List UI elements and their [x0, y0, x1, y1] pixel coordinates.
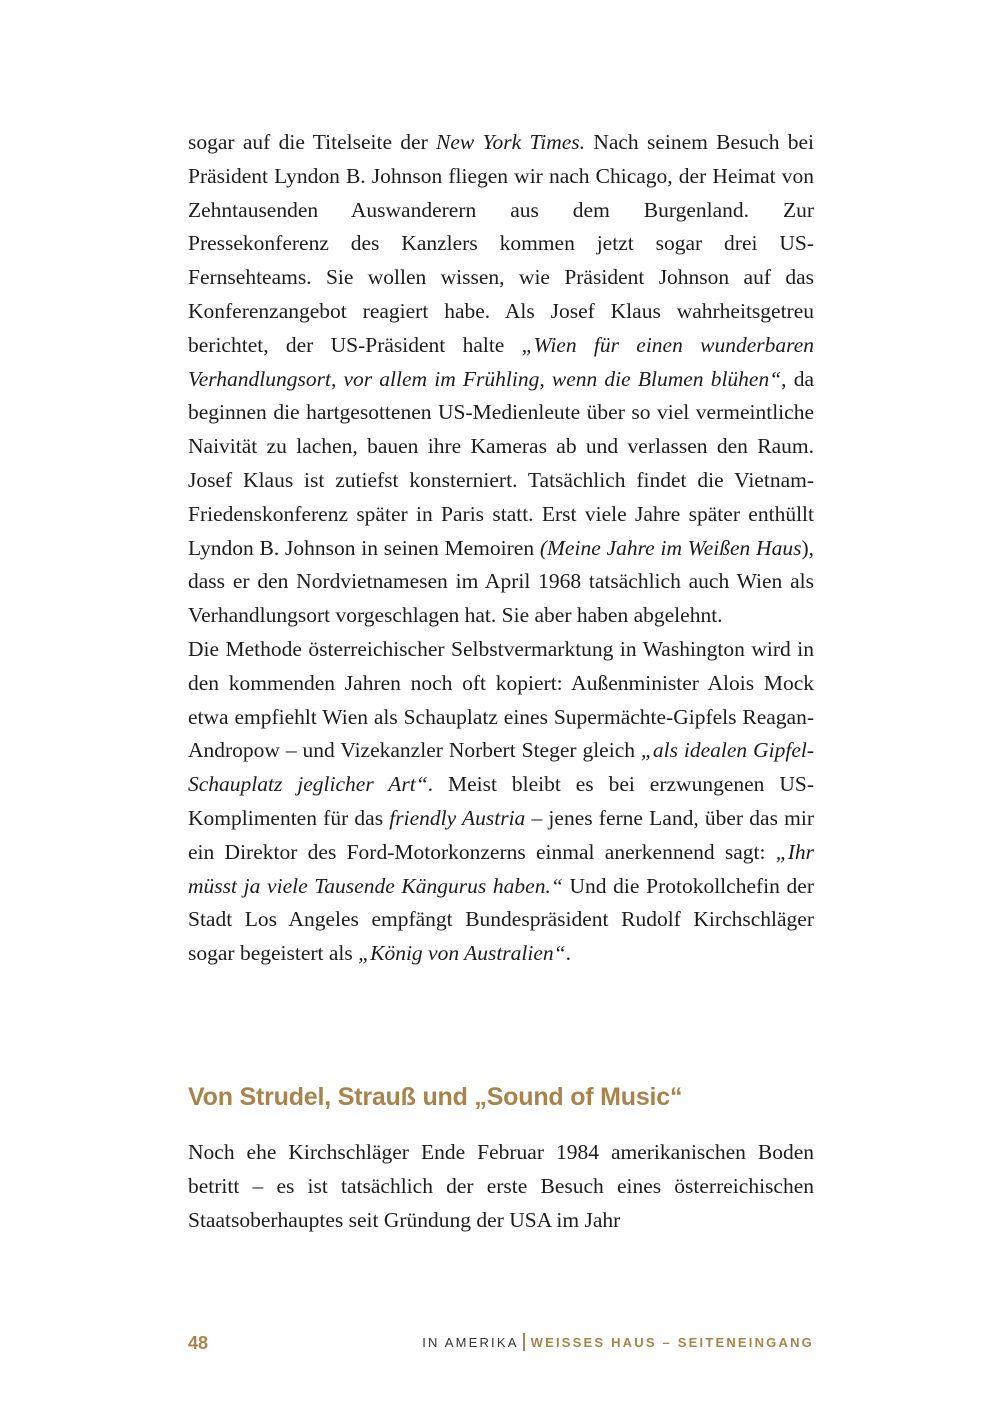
running-head-separator — [523, 1333, 525, 1351]
text-run: Und die Protokollchefin der Stadt Los Angeles empfängt Bundespräsident Rudolf Kirchschläger sogar begeistert als — [188, 873, 814, 966]
italic-text: „König von Australien“ — [358, 941, 566, 966]
text-run: , da beginnen die hartgesottenen US-Medienleute über so viel vermeintliche Naivität zu lachen, bauen ihre Kameras ab und verlassen den Raum. Josef Klaus ist zutiefst konsterniert. Tatsächlich findet die Vietnam-Friedenskonferenz später in Paris statt. Erst viele Jahre später enthüllt Lyndon B. Johnson in seinen Memoiren — [188, 366, 815, 560]
italic-text: New York Times. — [436, 130, 586, 154]
running-head-part: IN AMERIKA — [422, 1335, 519, 1350]
italic-text: (Meine Jahre im Weißen Haus — [539, 535, 802, 560]
text-run: . Meist bleibt es bei erzwungenen US-Komplimenten für das — [188, 772, 814, 830]
text-run: Noch ehe Kirchschläger Ende Februar 1984 amerikanischen Boden betritt – es ist tatsächlich der erste Besuch eines österreichischen Staatsoberhauptes seit Gründung der USA im Jahr — [188, 1140, 814, 1232]
italic-text: friendly Austria — [389, 805, 526, 830]
text-run: Nach seinem Besuch bei Präsident Lyndon B. Johnson fliegen wir nach Chicago, der Heimat von Zehntausenden Auswanderern aus dem Burgenland. Zur Pressekonferenz des Kanzlers kommen jetzt sogar drei US-Fernsehteams. Sie wollen wissen, wie Präsident Johnson auf das Konferenzangebot reagiert habe. Als Josef Klaus wahrheitsgetreu berichtet, der US-Präsident halte — [188, 130, 814, 357]
paragraph — [188, 633, 814, 971]
body-text — [188, 126, 814, 971]
text-run: . — [565, 941, 571, 966]
running-head-chapter: WEISSES HAUS – SEITENEINGANG — [530, 1335, 814, 1350]
page-footer — [188, 1330, 814, 1356]
section-text — [188, 1136, 814, 1237]
paragraph — [188, 126, 814, 633]
italic-text: „Wien für einen wunderbaren Verhandlungsort, vor allem im Frühling, wenn die Blumen blühen“ — [188, 332, 814, 391]
section-heading: Von Strudel, Strauß und „Sound of Music“ — [188, 1083, 683, 1111]
paragraph — [188, 1136, 814, 1237]
text-run: sogar auf die Titelseite der — [188, 130, 437, 154]
text-run: Die Methode österreichischer Selbstvermarktung in Washington wird in den kommenden Jahren noch oft kopiert: Außenminister Alois Mock etwa empfiehlt Wien als Schauplatz eines Supermächte-Gipfels Reagan-Andropow – und Vizekanzler Norbert Steger gleich — [188, 636, 814, 763]
running-head — [422, 1330, 814, 1356]
italic-text: „Ihr müsst ja viele Tausende Kängurus haben.“ — [188, 839, 814, 898]
italic-text: „als idealen Gipfel-Schauplatz jeglicher Art“ — [188, 738, 814, 797]
text-run: – jenes ferne Land, über das mir ein Direktor des Ford-Motorkonzerns einmal anerkennend sagt: — [188, 805, 814, 864]
text-run: ), dass er den Nordvietnamesen im April 1968 tatsächlich auch Wien als Verhandlungsort vorgeschlagen hat. Sie aber haben abgelehnt. — [188, 535, 814, 628]
page-number: 48 — [188, 1333, 209, 1353]
